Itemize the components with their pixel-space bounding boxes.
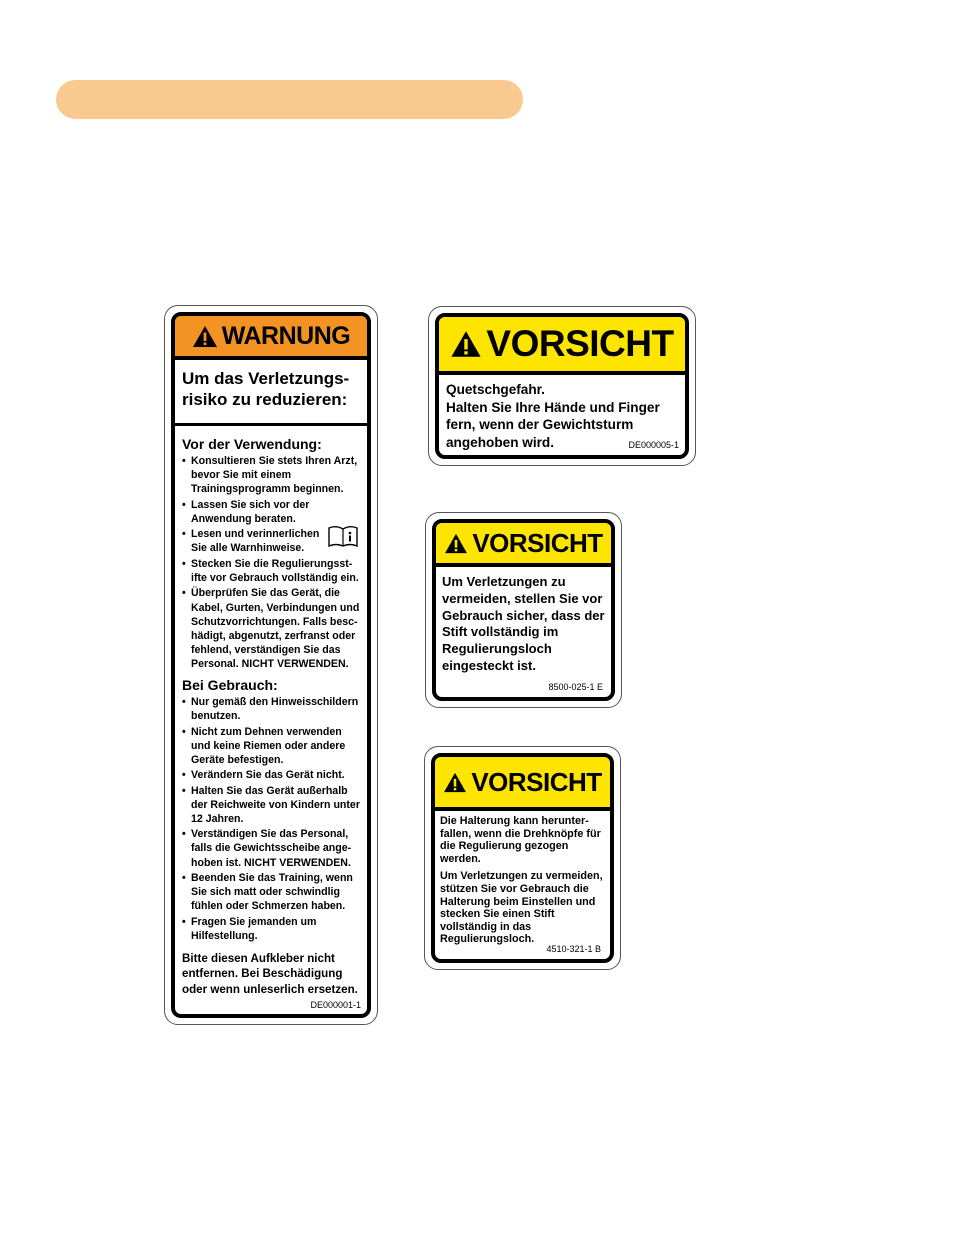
caution-label-2-frame bbox=[432, 519, 615, 701]
caution-label-3-frame bbox=[431, 753, 614, 963]
caution-label-1-frame bbox=[435, 313, 689, 459]
warning-banner bbox=[175, 316, 367, 360]
list-item: • Lassen Sie sich vor der Anwendung beraten. bbox=[182, 498, 364, 526]
warning-label-frame bbox=[171, 312, 371, 1018]
warning-footer: Bitte diesen Aufkleber nicht entfernen. Bei Beschädigung oder wenn unleserlich ersetzen. bbox=[182, 951, 358, 996]
during-use-list bbox=[182, 695, 364, 943]
caution-1-banner bbox=[439, 317, 685, 375]
before-use-list bbox=[182, 454, 364, 671]
warning-subhead: Um das Verletzungs- risiko zu reduzieren: bbox=[175, 360, 367, 426]
caution-3-code: 4510-321-1 B bbox=[546, 944, 601, 954]
caution-label-1 bbox=[428, 306, 696, 466]
warning-code: DE000001-1 bbox=[310, 1000, 361, 1010]
before-use-heading: Vor der Verwendung: bbox=[182, 436, 322, 452]
manual-book-icon bbox=[328, 525, 358, 551]
section-header-bar bbox=[56, 80, 523, 119]
list-item: • Nicht zum Dehnen verwenden und keine Riemen oder andere Geräte befestigen. bbox=[182, 725, 364, 767]
caution-label-3 bbox=[424, 746, 621, 970]
warning-triangle-icon bbox=[444, 533, 468, 554]
list-item: • Überprüfen Sie das Gerät, die Kabel, Gurten, Verbindungen und Schutzvorrichtungen. Falls besc-hädigt, abgenutzt, zerfranst oder fehlend, verständigen Sie das Personal. NICHT VERWENDEN. bbox=[182, 586, 364, 671]
list-item: • Fragen Sie jemanden um Hilfestellung. bbox=[182, 915, 364, 943]
during-use-heading: Bei Gebrauch: bbox=[182, 676, 278, 693]
caution-1-banner-text: VORSICHT bbox=[486, 323, 674, 364]
caution-3-body bbox=[440, 815, 608, 946]
warning-banner-text: WARNUNG bbox=[221, 321, 351, 350]
warning-triangle-icon bbox=[192, 325, 218, 348]
list-item: • Konsultieren Sie stets Ihren Arzt, bevor Sie mit einem Trainingsprogramm beginnen. bbox=[182, 454, 364, 496]
caution-1-text: Quetschgefahr. Halten Sie Ihre Hände und Finger fern, wenn der Gewichtsturm angehoben wird. bbox=[446, 382, 660, 450]
caution-3-text-1: Die Halterung kann herunter-fallen, wenn die Drehknöpfe für die Regulierung gezogen werden. bbox=[440, 815, 601, 865]
caution-3-banner-text: VORSICHT bbox=[471, 766, 602, 797]
list-item-text: Lesen und verinnerlichen Sie alle Warnhinweise. bbox=[191, 528, 320, 555]
warning-triangle-icon bbox=[443, 772, 467, 793]
warning-triangle-icon bbox=[450, 330, 482, 358]
list-item: • Verständigen Sie das Personal, falls die Gewichtsscheibe ange-hoben ist. NICHT VERWENDEN. bbox=[182, 827, 364, 869]
caution-1-code: DE000005-1 bbox=[628, 440, 679, 450]
caution-2-text: Um Verletzungen zu vermeiden, stellen Sie vor Gebrauch sicher, dass der Stift vollständig im Regulierungsloch eingesteckt ist. bbox=[442, 574, 605, 673]
list-item: • Halten Sie das Gerät außerhalb der Reichweite von Kindern unter 12 Jahren. bbox=[182, 784, 364, 826]
caution-label-2 bbox=[425, 512, 622, 708]
caution-2-banner bbox=[436, 523, 611, 567]
list-item bbox=[182, 527, 364, 555]
caution-3-banner bbox=[435, 757, 610, 811]
list-item: • Nur gemäß den Hinweisschildern benutzen. bbox=[182, 695, 364, 723]
list-item: • Beenden Sie das Training, wenn Sie sich matt oder schwindlig fühlen oder Schmerzen haben. bbox=[182, 871, 364, 913]
caution-2-code: 8500-025-1 E bbox=[548, 682, 603, 692]
warning-label bbox=[164, 305, 378, 1025]
warning-body bbox=[182, 436, 364, 997]
caution-2-banner-text: VORSICHT bbox=[472, 527, 603, 558]
list-item: • Stecken Sie die Regulierungsst-ifte vor Gebrauch vollständig ein. bbox=[182, 557, 364, 585]
caution-3-text-2: Um Verletzungen zu vermeiden, stützen Sie vor Gebrauch die Halterung beim Einstellen und stecken Sie einen Stift vollständig in das Regulierungsloch. bbox=[440, 870, 603, 946]
list-item: • Verändern Sie das Gerät nicht. bbox=[182, 768, 364, 782]
